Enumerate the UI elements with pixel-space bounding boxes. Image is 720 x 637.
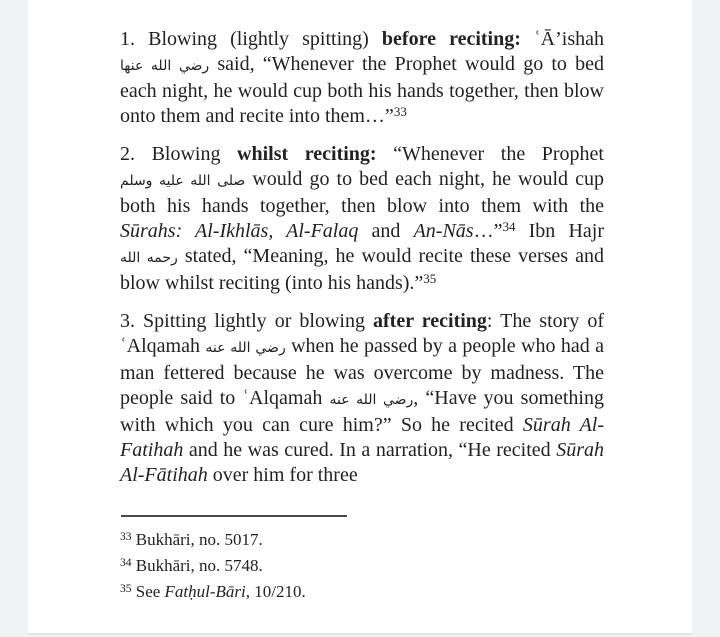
italic-text: Fatḥul-Bāri <box>164 582 246 601</box>
footnote-number-33: 33 <box>120 531 132 543</box>
footnote-ref-35: 35 <box>423 271 437 286</box>
text-run: and he was cured. In a narration, “He recited <box>183 439 557 461</box>
text-run: Bukhāri, no. 5017. <box>131 530 263 549</box>
text-run: over him for three <box>207 464 358 486</box>
radiallahu-anhu-honorific: رضي الله عنه <box>329 392 414 408</box>
text-run: stated, “Meaning, he would recite these verses and blow whilst reciting (into his hands).” <box>120 245 604 294</box>
text-run: 3. Spitting lightly or blowing <box>120 310 373 332</box>
footnotes-section <box>120 527 604 605</box>
text-run: “Whenever the Prophet <box>376 143 604 165</box>
left-page-gutter <box>0 0 28 637</box>
bold-text: whilst reciting: <box>237 143 377 165</box>
footnote-34 <box>120 553 604 579</box>
paragraph-3 <box>120 309 604 488</box>
text-run: said, “Whenever the Prophet would go to bed each night, he would cup both his hands together, then blow onto them and recite into them…” <box>120 53 604 127</box>
text-run: …” <box>473 220 503 242</box>
footnote-35 <box>120 579 604 605</box>
book-page <box>28 0 692 635</box>
italic-text: Sūrahs: Al-Ikhlās, Al-Falaq <box>120 220 359 242</box>
text-run: when he passed by a people who had a man fettered because he was overcome by madness. The people said to ʿAlqamah <box>120 335 604 409</box>
text-run: Ibn Hajr <box>515 220 604 242</box>
bold-text: after reciting <box>373 310 487 332</box>
text-run: , “Have you something with which you can cure him?” So he recited <box>120 387 604 436</box>
italic-text: Sūrah Al-Fātihah <box>120 439 604 486</box>
text-run: ʿĀ’ishah <box>520 28 604 50</box>
footnote-ref-33: 33 <box>393 104 407 119</box>
rahimahullah-honorific: رحمه الله <box>120 250 178 266</box>
page-text <box>28 0 604 605</box>
radiallahu-anha-honorific: رضي الله عنها <box>120 58 210 74</box>
paragraph-2 <box>120 142 604 296</box>
italic-text: Sūrah Al-Fatihah <box>120 414 605 461</box>
text-run: See <box>131 582 165 601</box>
text-run: : The story of ʿAlqamah <box>120 310 604 357</box>
sallallahu-alayhi-wasallam-honorific: صلى الله عليه وسلم <box>120 173 246 189</box>
footnote-33 <box>120 527 604 553</box>
footnote-ref-34: 34 <box>502 219 516 234</box>
text-run: 2. Blowing <box>120 143 238 165</box>
footnote-number-35: 35 <box>120 583 132 595</box>
footnote-number-34: 34 <box>120 557 132 569</box>
text-run: , 10/210. <box>245 582 306 601</box>
paragraph-1 <box>120 27 604 129</box>
text-run: would go to bed each night, he would cup both his hands together, then blow into them with the <box>120 168 604 217</box>
right-page-gutter <box>692 0 720 637</box>
bold-text: before reciting: <box>381 28 521 50</box>
text-run: Bukhāri, no. 5748. <box>131 556 263 575</box>
footnote-separator <box>121 515 347 517</box>
italic-text: An-Nās <box>413 220 474 242</box>
text-run: 1. Blowing (lightly spitting) <box>120 28 382 50</box>
text-run: and <box>358 220 414 242</box>
radiallahu-anhu-honorific: رضي الله عنه <box>205 340 286 356</box>
